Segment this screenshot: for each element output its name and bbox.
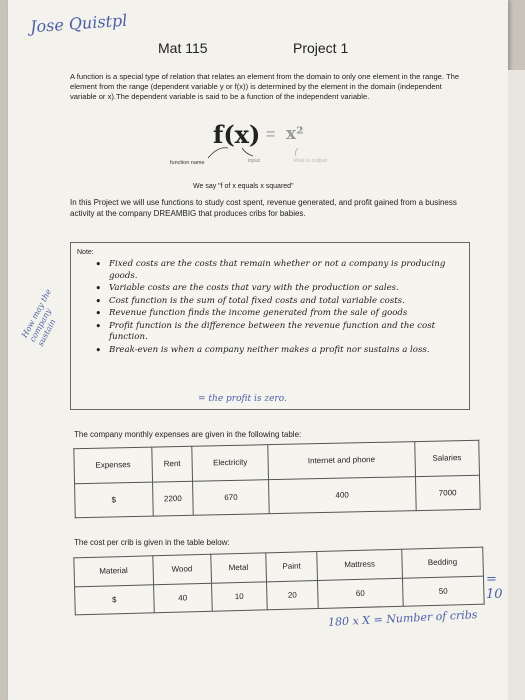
formula-diagram <box>168 118 348 178</box>
arrow-icon <box>168 118 348 178</box>
table-cell: 2200 <box>152 481 193 516</box>
function-notation: f(x) <box>213 120 261 149</box>
handwritten-margin-note: How may the company sustain <box>20 287 58 348</box>
table-cell: Rent <box>152 446 193 481</box>
equals-sign: = <box>266 126 276 143</box>
label-input: input <box>248 158 260 164</box>
table-cell: Paint <box>266 551 318 581</box>
project-title: Project 1 <box>293 40 349 56</box>
table-row <box>75 475 481 518</box>
project-description: In this Project we will use functions to study cost spent, revenue generated, and profit gained from a business activity at the company DREAMBIG that produces cribs for babies. <box>70 198 457 218</box>
formula-reading: We say "f of x equals x squared" <box>193 183 294 190</box>
table-cell: Bedding <box>402 547 484 578</box>
table-cell: Salaries <box>414 440 479 476</box>
table-cell: Metal <box>211 553 267 583</box>
handwritten-bottom-note: 180 x X = Number of cribs <box>327 608 478 629</box>
expenses-table <box>73 440 480 518</box>
document-page <box>8 0 508 700</box>
x-squared: x² <box>286 124 304 144</box>
handwritten-zero-note: = the profit is zero. <box>198 394 287 404</box>
table-cell: 50 <box>402 576 484 607</box>
note-item: • Cost function is the sum of total fixed costs and total variable costs. <box>95 296 455 308</box>
table-cell: 10 <box>211 581 267 611</box>
table-cell: 7000 <box>415 475 480 511</box>
label-function-name: function name <box>170 160 205 166</box>
label-output: what is output <box>293 158 327 164</box>
intro-paragraph: A function is a special type of relation that relates an element from the domain to only one element in the range. The element from the range (dependent variable y or f(x)) is determined by the element in the domain (independent variable or x).The dependent variable is said to be a function of the independent variable. <box>70 72 460 101</box>
table-cell: 400 <box>268 476 415 514</box>
table-cell: $ <box>75 584 154 615</box>
note-list <box>95 259 455 357</box>
crib-cost-caption: The cost per crib is given in the table below: <box>74 538 230 547</box>
table-cell: 20 <box>266 580 318 610</box>
note-item: • Break-even is when a company neither makes a profit nor sustains a loss. <box>95 345 455 357</box>
table-cell: 40 <box>153 583 212 613</box>
note-item: • Revenue function finds the income generated from the sale of goods <box>95 308 455 320</box>
course-title: Mat 115 <box>158 40 208 56</box>
note-item: • Profit function is the difference between the revenue function and the cost function. <box>95 321 455 344</box>
handwritten-equals: = 10 <box>486 572 503 602</box>
crib-cost-table <box>73 547 484 616</box>
table-cell: Mattress <box>317 549 402 580</box>
table-cell: Material <box>74 556 153 587</box>
table-cell: Internet and phone <box>268 442 415 480</box>
note-item: • Variable costs are the costs that vary with the production or sales. <box>95 283 455 295</box>
note-box <box>70 242 470 410</box>
table-cell: 60 <box>318 578 403 609</box>
note-item: • Fixed costs are the costs that remain whether or not a company is producing goods. <box>95 259 455 282</box>
handwritten-name: Jose Quistpl <box>29 10 128 37</box>
table-cell: Electricity <box>192 445 269 481</box>
expenses-caption: The company monthly expenses are given in the following table: <box>74 430 302 439</box>
table-cell: 670 <box>193 479 270 515</box>
table-cell: Wood <box>153 554 212 584</box>
adjacent-page-edge <box>508 70 525 700</box>
table-cell: $ <box>75 482 153 518</box>
table-cell: Expenses <box>74 447 152 483</box>
note-label: Note: <box>77 249 94 256</box>
